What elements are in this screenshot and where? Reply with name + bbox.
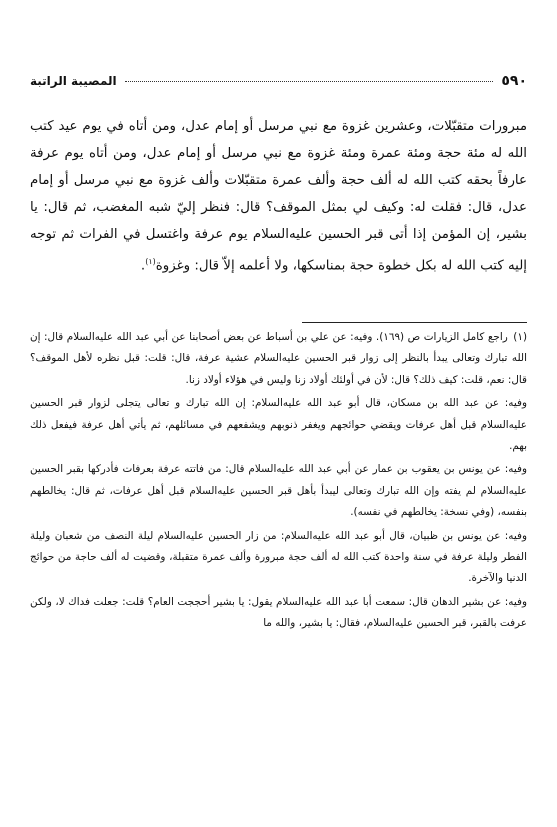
footnote-reference: (١) (145, 257, 156, 266)
main-paragraph-text: مبرورات متقبّلات، وعشرين غزوة مع نبي مرسل أو إمام عدل، ومن أتاه في يوم عيد كتب الله له مئة حجة ومئة عمرة ومئة غزوة مع نبي مرسل أو إمام عدل، ومن أتاه يوم عرفة عارفاً بحقه كتب الله له ألف حجة وألف عمرة متقبّلات وألف غزوة مع نبي مرسل أو إمام عدل، قال: فقلت له: وكيف لي بمثل الموقف؟ قال: فنظر إليّ شبه المغضب، ثم قال: يا بشير، إن المؤمن إذا أتى قبر الحسين عليه‌السلام يوم عرفة واغتسل في الفرات ثم توجه إليه كتب الله له بكل خطوة حجة بمناسكها، ولا أعلمه إلاّ قال: وغزوة (30, 119, 527, 274)
main-paragraph (30, 113, 527, 279)
footnote-text: وفيه: عن يونس بن يعقوب بن عمار عن أبي عبد الله عليه‌السلام قال: من فاتته عرفة بعرفات فأدركها بقبر الحسين عليه‌السلام لم يفته وإن الله تبارك وتعالى ليبدأ بأهل قبر الحسين عليه‌السلام قبل أهل عرفات، ثم قال: يخالطهم بنفسه، (وفي نسخة: يخالطهم في نفسه). (30, 463, 527, 519)
footnote-paragraph (30, 393, 527, 457)
running-title: المصيبة الراتبة (30, 74, 117, 88)
header-dotted-rule (125, 81, 494, 82)
footnote-text: وفيه: عن يونس بن ظبيان، قال أبو عبد الله عليه‌السلام: من زار الحسين عليه‌السلام ليلة النصف من شعبان وليلة الفطر وليلة عرفة في سنة واحدة كتب الله له ألف حجة مبرورة وألف عمرة متقبلة، وقضيت له ألف حاجة من حوائج الدنيا والآخرة. (30, 529, 527, 585)
main-paragraph-end: . (140, 258, 146, 274)
footnote-text: وفيه: عن بشير الدهان قال: سمعت أبا عبد الله عليه‌السلام يقول: يا بشير أحججت العام؟ قلت: جعلت فداك لا، ولكن عرفت بالقبر، قبر الحسين عليه‌السلام، فقال: يا بشير، والله ما (30, 595, 527, 630)
page-number: ٥٩٠ (501, 73, 527, 89)
footnote-paragraph (30, 592, 527, 635)
footnote-text: راجع كامل الزيارات ص (١٦٩). وفيه: عن علي بن أسباط عن بعض أصحابنا عن أبي عبد الله عليه‌السلام قال: إن الله تبارك وتعالى يبدأ بالنظر إلى زوار قبر الحسين عليه‌السلام عشية عرفة، قال: قلت: قبل نظره لأهل الموقف؟ قال: نعم، قلت: كيف ذلك؟ قال: لأن في أولئك أولاد زنا وليس في هؤلاء أولاد زنا. (30, 331, 527, 386)
footnote-paragraph (30, 526, 527, 590)
main-text (30, 113, 527, 279)
footnotes (30, 327, 527, 637)
running-header (30, 70, 527, 92)
footnote-separator (302, 322, 527, 323)
footnote-text: وفيه: عن عبد الله بن مسكان، قال أبو عبد الله عليه‌السلام: إن الله تبارك و تعالى يتجلى لزوار قبر الحسين عليه‌السلام قبل أهل عرفات ويقضي حوائجهم ويغفر ذنوبهم ويشفعهم في مسائلهم، ثم يأتي أهل عرفة فيفعل ذلك بهم. (30, 397, 527, 453)
footnote-paragraph (30, 459, 527, 523)
footnote-number: (١) (513, 331, 528, 343)
footnote-paragraph (30, 327, 527, 391)
